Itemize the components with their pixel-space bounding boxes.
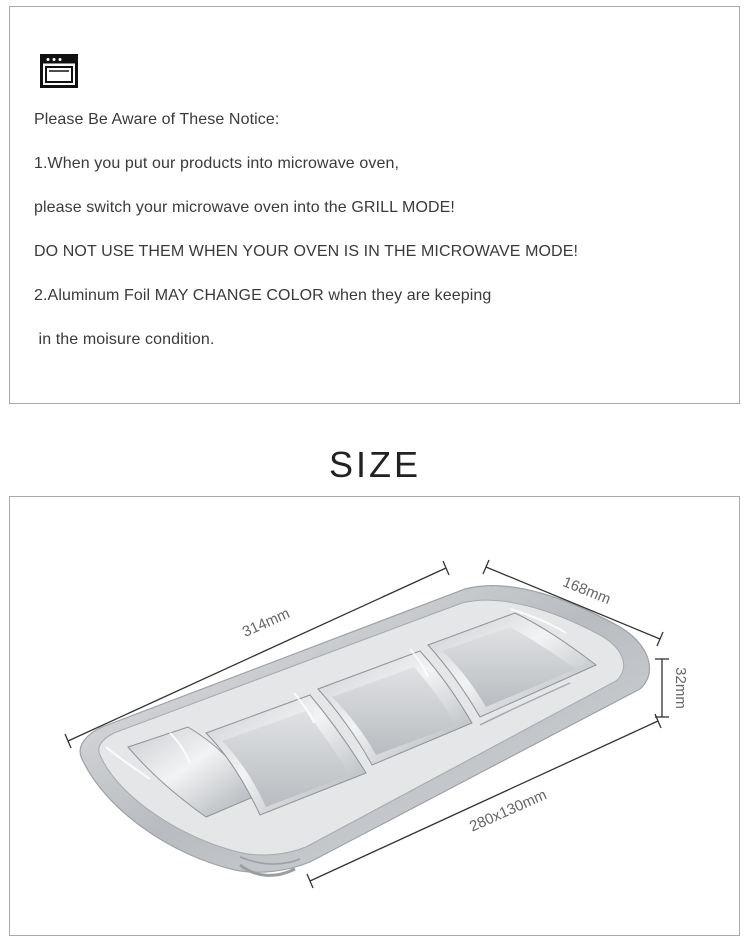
base-label: 280x130mm bbox=[467, 786, 550, 836]
size-panel bbox=[9, 496, 740, 936]
width-label: 168mm bbox=[560, 573, 614, 609]
notice-heading: Please Be Aware of These Notice: bbox=[34, 111, 280, 128]
tray-dimension-illustration bbox=[10, 497, 740, 936]
notice-line-5: in the moisure condition. bbox=[34, 331, 215, 348]
length-label: 314mm bbox=[239, 604, 293, 641]
notice-line-1: 1.When you put our products into microwave oven, bbox=[34, 155, 399, 172]
notice-line-3: DO NOT USE THEM WHEN YOUR OVEN IS IN THE MICROWAVE MODE! bbox=[34, 243, 579, 260]
notice-line-2: please switch your microwave oven into the GRILL MODE! bbox=[34, 199, 455, 216]
foil-tray bbox=[80, 586, 649, 876]
notice-line-4: 2.Aluminum Foil MAY CHANGE COLOR when they are keeping bbox=[34, 287, 492, 304]
height-label: 32mm bbox=[672, 667, 689, 709]
size-title: SIZE bbox=[328, 444, 421, 485]
notice-panel bbox=[9, 6, 740, 404]
oven-icon bbox=[40, 54, 78, 88]
dimension-height bbox=[655, 659, 689, 717]
